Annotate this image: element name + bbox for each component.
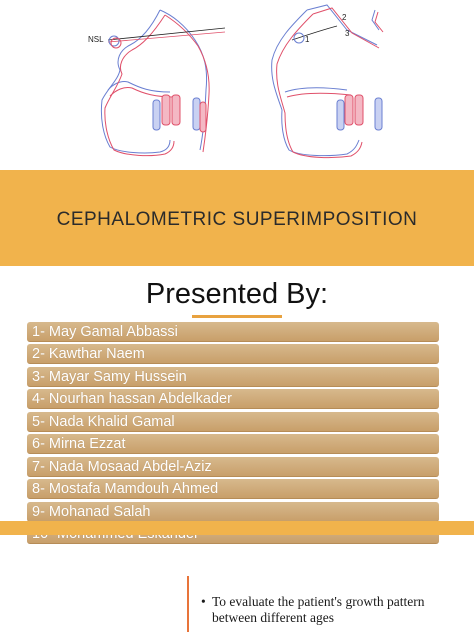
presented-by-heading: Presented By: (145, 278, 329, 310)
vertical-accent-line (187, 576, 189, 632)
slide-title: CEPHALOMETRIC SUPERIMPOSITION (56, 209, 418, 230)
member-item: 9- Mohanad Salah (27, 502, 439, 522)
member-item: 6- Mirna Ezzat (27, 434, 439, 454)
member-item: 4- Nourhan hassan Abdelkader (27, 389, 439, 409)
member-item: 8- Mostafa Mamdouh Ahmed (27, 479, 439, 499)
members-list (27, 322, 439, 546)
point-label-3: 3 (345, 29, 350, 38)
bullet-icon: • (201, 594, 206, 609)
bullet-text: To evaluate the patient's growth pattern between different ages (212, 594, 425, 625)
point-label-2: 2 (342, 13, 347, 22)
member-item: 7- Nada Mosaad Abdel-Aziz (27, 457, 439, 477)
member-item: 5- Nada Khalid Gamal (27, 412, 439, 432)
right-tracing (237, 0, 474, 170)
member-item: 3- Mayar Samy Hussein (27, 367, 439, 387)
member-item: 2- Kawthar Naem (27, 344, 439, 364)
title-banner (0, 170, 474, 266)
bottom-accent-strip (0, 521, 474, 535)
left-tracing (0, 0, 237, 170)
member-item: 1- May Gamal Abbassi (27, 322, 439, 342)
nsl-label: NSL (88, 35, 104, 44)
heading-underline (192, 315, 282, 318)
cephalometric-tracings-figure (0, 0, 474, 170)
point-label-1: 1 (305, 35, 310, 44)
